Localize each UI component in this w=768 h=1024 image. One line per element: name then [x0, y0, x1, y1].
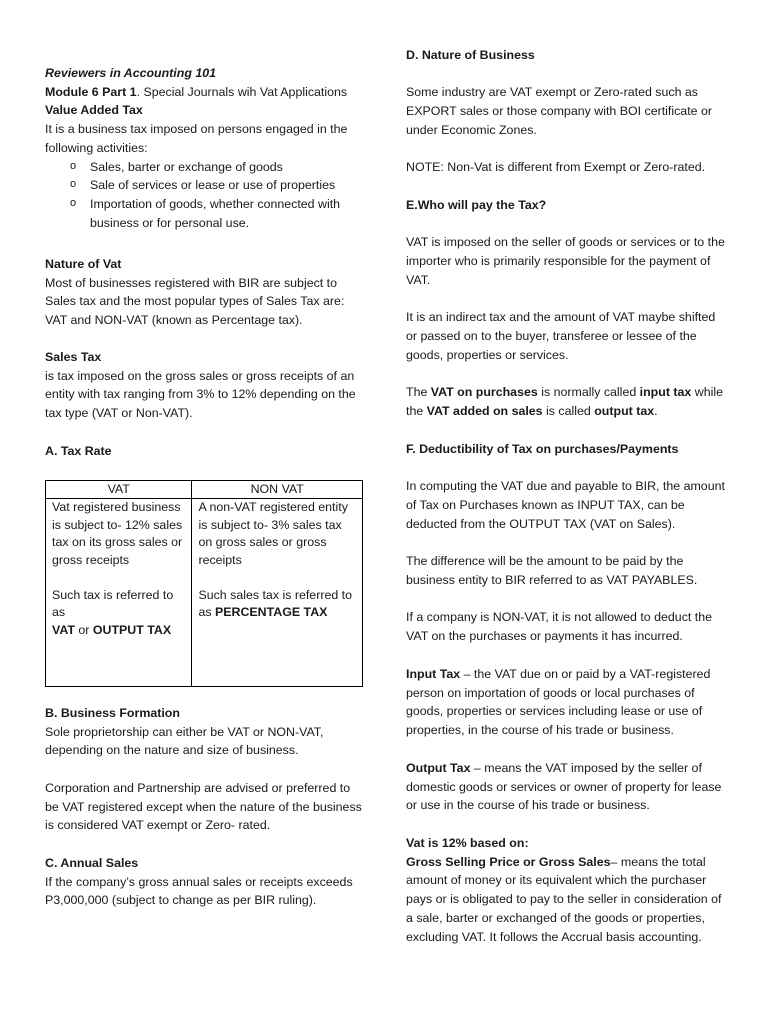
section-body: It is an indirect tax and the amount of VAT maybe shifted or passed on to the buyer, transferee or lessee of the goods, properties or services. — [406, 310, 716, 362]
vat-intro: It is a business tax imposed on persons engaged in the following activities: — [45, 122, 348, 155]
table-header-nonvat: NON VAT — [192, 481, 363, 499]
series-title: Reviewers in Accounting 101 — [45, 66, 217, 80]
section-body: The difference will be the amount to be paid by the business entity to BIR referred to as VAT PAYABLES. — [406, 554, 698, 587]
section-body: Some industry are VAT exempt or Zero-rated such as EXPORT sales or those company with BOI certificate or under Economic Zones. — [406, 85, 712, 137]
sales-tax-section — [45, 348, 365, 423]
nature-of-business-section — [406, 46, 726, 177]
section-body: Gross Selling Price or Gross Sales– means the total amount of money or its equivalent which the purchaser pays or is obligated to pay to the seller in consideration of a sale, barter or exchanged of the goods or properties, excluding VAT. It follows the Accrual basis accounting. — [406, 854, 722, 944]
section-heading: D. Nature of Business — [406, 48, 535, 62]
section-heading: E.Who will pay the Tax? — [406, 198, 547, 212]
section-body: The VAT on purchases is normally called input tax while the VAT added on sales is called output tax. — [406, 384, 723, 418]
list-item: o Importation of goods, whether connected with business or for personal use. — [45, 195, 365, 232]
vat-cell: Vat registered business is subject to- 12% sales tax on its gross sales or gross receipts Such tax is referred to as VAT or OUTPUT TAX — [46, 499, 192, 687]
input-tax-definition: Input Tax – the VAT due on or paid by a VAT-registered person on importation of goods or local purchases of goods, properties or services including lease or use of properties, in the course of his trade or business. — [406, 667, 711, 738]
business-formation-section — [45, 704, 365, 835]
section-heading: B. Business Formation — [45, 706, 180, 720]
section-body: Most of businesses registered with BIR are subject to Sales tax and the most popular types of Sales Tax are: VAT and NON-VAT (known as Percentage tax). — [45, 275, 345, 328]
output-tax-definition: Output Tax – means the VAT imposed by the seller of domestic goods or services or owner of property for lease or use in the course of his trade or business. — [406, 761, 722, 813]
section-body: In computing the VAT due and payable to BIR, the amount of Tax on Purchases known as INPUT TAX, can be deducted from the OUTPUT TAX (VAT on Sales). — [406, 479, 725, 531]
annual-sales-section — [45, 854, 365, 910]
who-pays-section — [406, 196, 726, 420]
section-body: Corporation and Partnership are advised or preferred to be VAT registered except when the nature of the business is considered VAT exempt or Zero- rated. — [45, 780, 362, 833]
nonvat-cell: A non-VAT registered entity is subject to- 3% sales tax on gross sales or gross receipts Such sales tax is referred to as PERCENTAGE TAX — [192, 499, 363, 687]
tax-rate-table — [45, 480, 363, 687]
vat-basis-section — [406, 834, 726, 946]
section-body: Sole proprietorship can either be VAT or NON-VAT, depending on the nature and size of business. — [45, 724, 324, 758]
note: NOTE: Non-Vat is different from Exempt or Zero-rated. — [406, 160, 706, 175]
vat-heading: Value Added Tax — [45, 103, 143, 118]
table-header-vat: VAT — [46, 481, 192, 499]
section-heading: Sales Tax — [45, 350, 102, 364]
section-body: If a company is NON-VAT, it is not allowed to deduct the VAT on the purchases or payments it has incurred. — [406, 610, 713, 643]
list-item: o Sales, barter or exchange of goods — [45, 158, 365, 177]
activities-list — [45, 158, 365, 233]
section-heading: Nature of Vat — [45, 257, 122, 271]
nature-of-vat-section — [45, 255, 365, 330]
deductibility-section — [406, 440, 726, 646]
section-body: If the company’s gross annual sales or receipts exceeds P3,000,000 (subject to change as per BIR ruling). — [45, 874, 353, 908]
section-heading: C. Annual Sales — [45, 856, 139, 870]
section-body: VAT is imposed on the seller of goods or services or to the importer who is primarily responsible for the payment of VAT. — [406, 235, 725, 287]
section-heading: F. Deductibility of Tax on purchases/Payments — [406, 442, 679, 456]
list-item: o Sale of services or lease or use of properties — [45, 176, 365, 195]
document-header — [45, 64, 365, 232]
section-body: is tax imposed on the gross sales or gross receipts of an entity with tax ranging from 3% to 12% depending on the tax type (VAT or Non-VAT). — [45, 368, 356, 421]
section-heading: Vat is 12% based on: — [406, 836, 529, 850]
module-title: Module 6 Part 1. Special Journals wih Vat Applications — [45, 84, 348, 99]
tax-rate-heading: A. Tax Rate — [45, 444, 112, 458]
